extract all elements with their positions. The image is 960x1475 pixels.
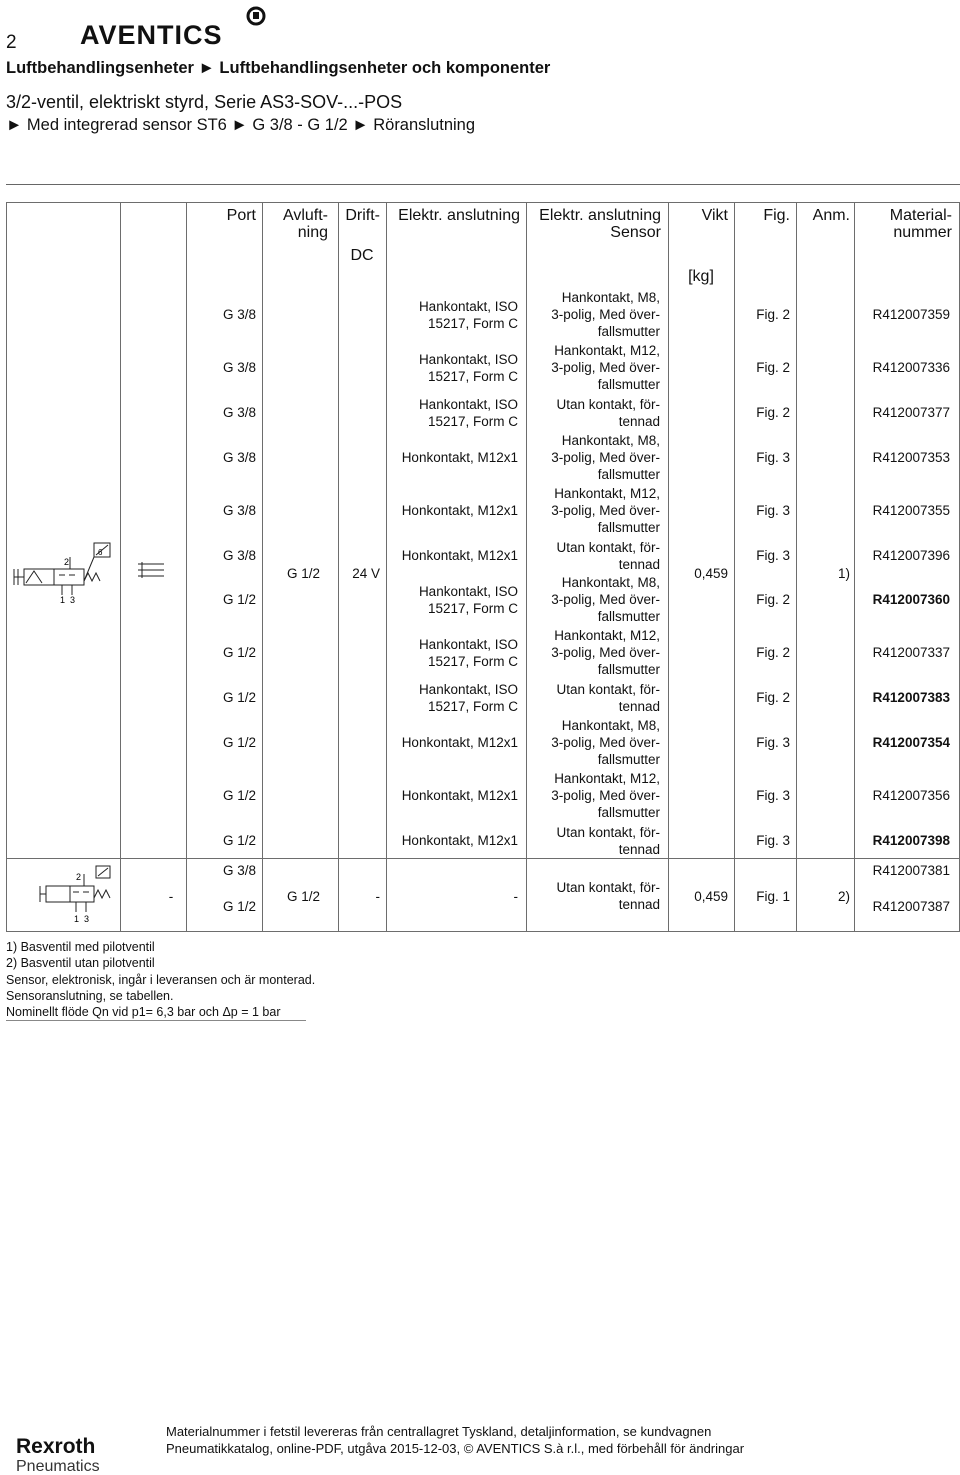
port-value: G 1/2 xyxy=(222,833,256,848)
avluftning-value: G 1/2 xyxy=(286,566,320,581)
page-subtitle: ► Med integrerad sensor ST6 ► G 3/8 - G 1/2 ► Röranslutning xyxy=(6,116,476,134)
port-value: G 3/8 xyxy=(222,307,256,322)
material-number: R412007356 xyxy=(872,788,950,803)
fig-value: Fig. 2 xyxy=(756,307,790,322)
sensor-value: Hankontakt, M8, 3-polig, Med över- fallsmutter xyxy=(551,718,660,767)
header-port: Port xyxy=(226,207,256,224)
svg-text:2: 2 xyxy=(76,872,82,882)
header-avluftning: Avluft- ning xyxy=(282,207,328,241)
material-number: R412007354 xyxy=(872,735,950,750)
fig-value: Fig. 2 xyxy=(756,645,790,660)
svg-text:6: 6 xyxy=(98,548,103,557)
material-number: R412007337 xyxy=(872,645,950,660)
elektr-value: Hankontakt, ISO 15217, Form C xyxy=(418,397,518,429)
footer-line: Pneumatikkatalog, online-PDF, utgåva 2015-12-03, © AVENTICS S.à r.l., med förbehåll för ändringar xyxy=(166,1441,745,1456)
fig-value: Fig. 3 xyxy=(756,450,790,465)
material-number: R412007396 xyxy=(872,548,950,563)
notes-divider xyxy=(6,1020,306,1021)
sensor-value: Utan kontakt, för- tennad xyxy=(556,880,660,912)
fig-value: Fig. 3 xyxy=(756,788,790,803)
port-value: G 1/2 xyxy=(222,735,256,750)
sensor-value: Utan kontakt, för- tennad xyxy=(556,540,660,572)
note: 1) Basventil med pilotventil xyxy=(6,940,155,954)
sensor-dash: - xyxy=(168,889,174,904)
note: Sensor, elektronisk, ingår i leveransen och är monterad. xyxy=(6,972,316,987)
sensor-value: Hankontakt, M12, 3-polig, Med över- fallsmutter xyxy=(551,486,660,535)
elektr-value: Hankontakt, ISO 15217, Form C xyxy=(418,637,518,669)
vikt-value: 0,459 xyxy=(694,566,728,581)
sensor-value: Hankontakt, M8, 3-polig, Med över- fallsmutter xyxy=(551,575,660,624)
svg-text:3: 3 xyxy=(84,914,90,924)
anm-value: 2) xyxy=(837,889,850,904)
port-value: G 3/8 xyxy=(222,405,256,420)
sensor-value: Hankontakt, M12, 3-polig, Med över- fallsmutter xyxy=(551,628,660,677)
elektr-value: Hankontakt, ISO 15217, Form C xyxy=(418,682,518,714)
svg-text:1: 1 xyxy=(74,914,80,924)
anm-value: 1) xyxy=(837,566,850,581)
brand-mark-icon xyxy=(246,6,266,26)
header-materialnummer: Material- nummer xyxy=(889,207,952,241)
svg-text:1: 1 xyxy=(60,595,66,605)
sensor-value: Hankontakt, M8, 3-polig, Med över- fallsmutter xyxy=(551,290,660,339)
port-value: G 3/8 xyxy=(222,450,256,465)
port-value: G 1/2 xyxy=(222,645,256,660)
valve-symbol-base-icon xyxy=(36,864,116,926)
note: 2) Basventil utan pilotventil xyxy=(6,956,155,971)
sensor-value: Utan kontakt, för- tennad xyxy=(556,397,660,429)
note: Nominellt flöde Qn vid p1= 6,3 bar och Δp = 1 bar xyxy=(6,1005,281,1020)
drift-value: - xyxy=(375,889,380,904)
material-number: R412007355 xyxy=(872,503,950,518)
port-value: G 3/8 xyxy=(222,360,256,375)
note: Sensoranslutning, se tabellen. xyxy=(6,988,174,1003)
fig-value: Fig. 2 xyxy=(756,592,790,607)
elektr-value: Honkontakt, M12x1 xyxy=(401,503,518,518)
elektr-value: Honkontakt, M12x1 xyxy=(401,833,518,848)
material-number: R412007353 xyxy=(872,450,950,465)
aventics-logo xyxy=(80,18,270,52)
header-sensor: Elektr. anslutning Sensor xyxy=(539,207,661,241)
material-number: R412007383 xyxy=(872,690,950,705)
sensor-value: Hankontakt, M8, 3-polig, Med över- fallsmutter xyxy=(551,433,660,482)
port-value: G 1/2 xyxy=(222,788,256,803)
avluftning-value: G 1/2 xyxy=(286,889,320,904)
breadcrumb: Luftbehandlingsenheter ► Luftbehandlingsenheter och komponenter xyxy=(6,59,551,77)
sensor-value: Hankontakt, M12, 3-polig, Med över- fallsmutter xyxy=(551,771,660,820)
elektr-value: Hankontakt, ISO 15217, Form C xyxy=(418,584,518,616)
elektr-value: Honkontakt, M12x1 xyxy=(401,788,518,803)
elektr-value: Hankontakt, ISO 15217, Form C xyxy=(418,352,518,384)
elektr-value: Honkontakt, M12x1 xyxy=(401,735,518,750)
port-value: G 1/2 xyxy=(222,592,256,607)
page-number: 2 xyxy=(6,32,17,53)
sensor-value: Utan kontakt, för- tennad xyxy=(556,682,660,714)
fig-value: Fig. 2 xyxy=(756,360,790,375)
valve-symbol-pilot-icon xyxy=(10,537,118,607)
rexroth-logo: Rexroth Pneumatics xyxy=(16,1435,100,1475)
fig-value: Fig. 3 xyxy=(756,548,790,563)
product-table xyxy=(6,202,960,932)
page-title: 3/2-ventil, elektriskt styrd, Serie AS3-SOV-...-POS xyxy=(6,92,403,112)
fig-value: Fig. 3 xyxy=(756,503,790,518)
sensor-value: Utan kontakt, för- tennad xyxy=(556,825,660,857)
header-dc: DC xyxy=(350,247,374,264)
elektr-value: - xyxy=(513,889,518,904)
material-number: R412007398 xyxy=(872,833,950,848)
material-number: R412007360 xyxy=(872,592,950,607)
elektr-value: Hankontakt, ISO 15217, Form C xyxy=(418,299,518,331)
header-vikt: Vikt xyxy=(701,207,728,224)
footer-line: Materialnummer i fetstil levereras från centrallagret Tyskland, detaljinformation, se kundvagnen xyxy=(166,1424,712,1439)
fig-value: Fig. 3 xyxy=(756,735,790,750)
fig-value: Fig. 1 xyxy=(756,889,790,904)
header-drift: Drift- xyxy=(345,207,380,224)
elektr-value: Honkontakt, M12x1 xyxy=(401,450,518,465)
material-number: R412007359 xyxy=(872,307,950,322)
elektr-value: Honkontakt, M12x1 xyxy=(401,548,518,563)
header-fig: Fig. xyxy=(763,207,790,224)
footer-info xyxy=(166,1423,744,1457)
divider xyxy=(6,184,960,185)
brand-name: AVENTICS xyxy=(80,20,223,50)
port-value: G 3/8 xyxy=(222,863,256,878)
port-value: G 3/8 xyxy=(222,548,256,563)
material-number: R412007387 xyxy=(872,899,950,914)
sensor-value: Hankontakt, M12, 3-polig, Med över- fallsmutter xyxy=(551,343,660,392)
svg-text:2: 2 xyxy=(64,557,70,567)
port-value: G 3/8 xyxy=(222,503,256,518)
header-kg: [kg] xyxy=(688,268,714,285)
material-number: R412007377 xyxy=(872,405,950,420)
drift-value: 24 V xyxy=(352,566,380,581)
material-number: R412007336 xyxy=(872,360,950,375)
material-number: R412007381 xyxy=(872,863,950,878)
port-value: G 1/2 xyxy=(222,690,256,705)
svg-text:3: 3 xyxy=(70,595,76,605)
header-elektr-anslutning: Elektr. anslutning xyxy=(398,207,520,224)
header-anm: Anm. xyxy=(812,207,850,224)
fig-value: Fig. 2 xyxy=(756,690,790,705)
fig-value: Fig. 3 xyxy=(756,833,790,848)
footnotes xyxy=(6,939,315,1020)
port-value: G 1/2 xyxy=(222,899,256,914)
vikt-value: 0,459 xyxy=(694,889,728,904)
sensor-symbol-icon xyxy=(134,560,174,582)
fig-value: Fig. 2 xyxy=(756,405,790,420)
